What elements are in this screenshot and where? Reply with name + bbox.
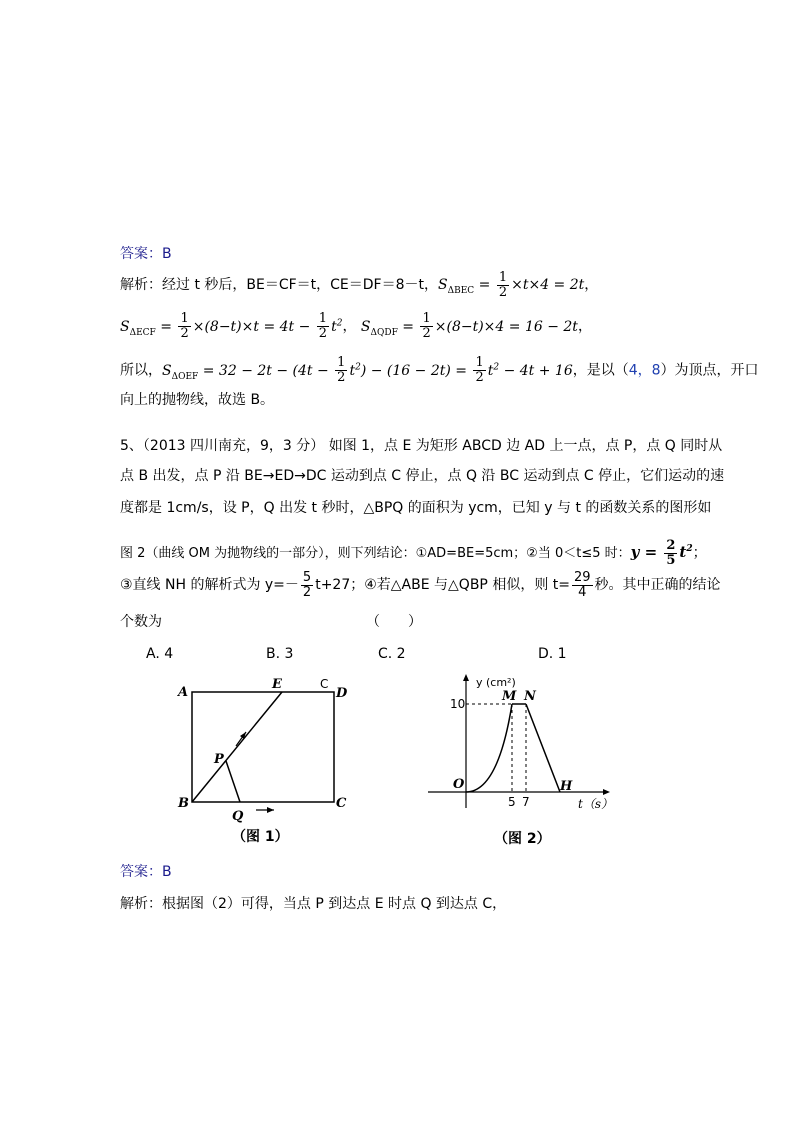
tick-t-7: 7	[522, 795, 530, 809]
q5-line-5: ③直线 NH 的解析式为 y=－ $\frac{5}{2}$ t+27；④若△ABE 与△QBP 相似，则 t= $\frac{29}{4}$ 秒。其中正确的结论	[120, 569, 721, 600]
label-q: Q	[232, 809, 244, 824]
segment-be	[192, 692, 282, 802]
answer-label: 答案：	[120, 246, 162, 262]
analysis-2-line-1: 解析：根据图（2）可得，当点 P 到达点 E 时点 Q 到达点 C，	[120, 896, 507, 912]
option-a: A. 4	[146, 646, 174, 662]
answer-label-2: 答案：	[120, 864, 162, 880]
q5-line-6	[120, 612, 422, 632]
figure-1-caption: （图 1）	[232, 829, 289, 845]
curve-om	[466, 704, 512, 792]
t-axis-arrow	[603, 789, 610, 795]
formula-y-2-5-t2: y = $\frac{2}{5}$ $t^2$	[630, 537, 693, 568]
analysis-line-1: 解析：经过 t 秒后，BE＝CF＝t，CE＝DF＝8－t，$S_{\Delta BEC}$ = $\frac{1}{2}$ ×t×4 = 2t，	[120, 269, 599, 300]
arrowhead-q	[267, 807, 274, 813]
label-d: D	[336, 686, 348, 701]
label-b: B	[178, 796, 189, 811]
figure-1-rectangle	[170, 676, 370, 826]
segment-pq	[226, 761, 240, 802]
tick-t-5: 5	[508, 795, 516, 809]
analysis-line-2: $S_{\Delta ECF}$ = $\frac{1}{2}$ ×(8−t)×t = 4t − $\frac{1}{2}$ $t^2$， $S_{\Delta QDF}$ = $\frac{1}{2}$ ×(8−t)×4 = 16 − 2t，	[120, 311, 592, 342]
figure-2-caption: （图 2）	[494, 831, 551, 847]
label-m: M	[502, 689, 517, 704]
y-axis-arrow	[463, 674, 469, 681]
q5-statements-1-2: 图 2（曲线 OM 为抛物线的一部分），则下列结论：①AD=BE=5cm；②当 0＜t≤5 时：	[120, 546, 631, 561]
label-e: E	[272, 677, 282, 692]
y-axis-label: y (cm²)	[476, 676, 516, 689]
q5-line-3: 度都是 1cm/s，设 P，Q 出发 t 秒时，△BPQ 的面积为 ycm，已知 y 与 t 的函数关系的图形如	[120, 500, 712, 516]
answer-line-1	[120, 244, 172, 264]
formula-s-qdf: $S_{\Delta QDF}$ = $\frac{1}{2}$ ×(8−t)×4 = 16 − 2t	[360, 311, 578, 342]
label-h: H	[560, 779, 573, 794]
label-n: N	[524, 689, 536, 704]
label-o: O	[453, 777, 465, 792]
q5-count-text: 个数为	[120, 614, 162, 630]
q5-conclusion-text: 秒。其中正确的结论	[594, 577, 721, 593]
label-c-top: C	[320, 677, 329, 691]
label-a: A	[178, 685, 189, 700]
answer-value: B	[162, 246, 172, 262]
t-axis-label: t（s）	[578, 797, 613, 811]
formula-s-oef: $S_{\Delta OEF} = 32 - 2t - (4t$ − $\frac{1}{2}$ $t^2) - (16 - 2t)$ = $\frac{1}{2}$ $t^2 - 4t + 16$	[162, 355, 573, 386]
formula-s-ecf: $S_{\Delta ECF}$ = $\frac{1}{2}$ ×(8−t)×t = 4t − $\frac{1}{2}$ $t^2$	[120, 311, 343, 342]
q5-statement-3: ③直线 NH 的解析式为 y=－	[120, 577, 299, 593]
answer-value-2: B	[162, 864, 172, 880]
option-d: D. 1	[538, 646, 567, 662]
option-b: B. 3	[266, 646, 294, 662]
analysis-text: 解析：经过 t 秒后，BE＝CF＝t，CE＝DF＝8－t，	[120, 277, 439, 293]
analysis-so: 所以，	[120, 362, 162, 379]
option-c: C. 2	[378, 646, 406, 662]
analysis-vertex-text: ）为顶点，开口	[660, 362, 759, 379]
tick-y-10: 10	[450, 697, 466, 711]
segment-nh	[526, 704, 560, 792]
q5-line-4: 图 2（曲线 OM 为抛物线的一部分），则下列结论：①AD=BE=5cm；②当 0＜t≤5 时：y = $\frac{2}{5}$ $t^2$；	[120, 537, 707, 568]
q5-line-1: 5、（2013 四川南充，9，3 分） 如图 1，点 E 为矩形 ABCD 边 AD 上一点，点 P，点 Q 同时从	[120, 438, 723, 454]
rectangle-abcd	[192, 692, 334, 802]
q5-statement-4: t+27；④若△ABE 与△QBP 相似，则 t=	[315, 577, 570, 593]
label-p: P	[214, 752, 224, 767]
answer-blank: （ ）	[366, 614, 422, 630]
vertex-coord: 4，8	[628, 362, 661, 379]
answer-line-2	[120, 862, 172, 882]
figure-2-graph	[420, 668, 620, 818]
formula-s-bec: $S_{\Delta BEC}$ = $\frac{1}{2}$ ×t×4 = 2t	[438, 269, 585, 300]
analysis-line-3	[120, 350, 759, 393]
label-c: C	[336, 796, 347, 811]
analysis-line-4: 向上的抛物线，故选 B。	[120, 392, 275, 408]
analysis-is-with: ，是以（	[572, 362, 629, 379]
q5-line-2: 点 B 出发，点 P 沿 BE→ED→DC 运动到点 C 停止，点 Q 沿 BC 运动到点 C 停止，它们运动的速	[120, 468, 725, 484]
